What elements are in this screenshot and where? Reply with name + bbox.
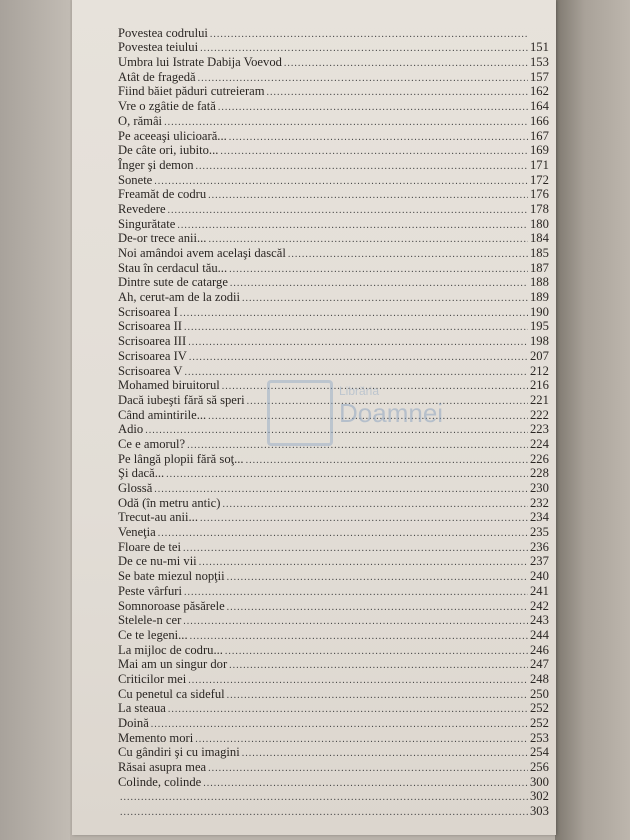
toc-leader-dots [184,588,528,598]
background-left [0,0,70,840]
toc-entry [118,289,556,304]
toc-entry-title: Mai am un singur dor [118,657,228,672]
toc-entry [118,774,556,789]
toc-entry-title: La steaua [118,701,166,716]
toc-leader-dots [184,368,528,378]
toc-entry [118,657,556,672]
toc-entry-title: Când amintirile... [118,407,207,422]
toc-entry [118,715,556,730]
toc-leader-dots [288,250,528,260]
toc-entry-title: Revedere [118,201,166,216]
toc-entry-page: 187 [530,260,549,275]
toc-entry [118,803,556,818]
toc-entry-title: Scrisoarea IV [118,348,187,363]
toc-entry [118,143,556,158]
toc-leader-dots [166,470,528,480]
toc-entry-page: 176 [530,187,549,202]
toc-entry [118,304,556,319]
toc-entry-page: 162 [530,84,549,99]
toc-entry-page: 300 [530,774,549,789]
toc-entry [118,187,556,202]
toc-entry-title: Ah, cerut-am de la zodii [118,290,241,305]
toc-leader-dots [180,309,528,319]
toc-leader-dots [200,44,528,54]
toc-entry [118,613,556,628]
toc-entry-page: 237 [530,554,549,569]
toc-leader-dots [203,779,528,789]
toc-entry [118,627,556,642]
toc-entry-title: Peste vârfuri [118,583,182,598]
toc-entry-title: Dacă iubeşti fără să speri [118,392,245,407]
toc-entry-title: Ce e amorul? [118,436,186,451]
toc-leader-dots [284,59,528,69]
toc-leader-dots [200,514,528,524]
toc-entry [118,701,556,716]
toc-leader-dots [210,30,528,40]
toc-entry-page: 185 [530,246,549,260]
toc-leader-dots [225,647,528,657]
toc-entry-title: Mohamed biruitorul [118,378,220,393]
toc-entry-title: Scrisoarea III [118,334,187,349]
toc-entry-page: 248 [530,671,549,686]
toc-entry [118,539,556,554]
toc-entry-title: Povestea codrului [118,25,208,40]
toc-entry [118,98,556,113]
toc-entry-page: 178 [530,201,549,216]
toc-entry-page: 235 [530,525,549,540]
toc-entry [118,172,556,187]
toc-entry-title: Vre o zgâtie de fată [118,99,216,114]
toc-entry-title: Dintre sute de catarge [118,275,228,290]
toc-leader-dots [168,206,528,216]
toc-entry [118,495,556,510]
toc-leader-dots [227,603,528,613]
toc-entry-title: Colinde, colinde [118,774,202,789]
toc-entry-page: 151 [530,40,549,55]
toc-leader-dots [199,558,528,568]
toc-entry-title: Pe lângă plopii fără soţ... [118,451,244,466]
toc-entry-title: Se bate miezul nopţii [118,569,225,584]
toc-entry [118,54,556,69]
toc-leader-dots [195,735,528,745]
toc-entry-title: Freamăt de codru [118,187,207,202]
toc-leader-dots [208,764,528,774]
toc-entry-title: Cu penetul ca sideful [118,686,225,701]
watermark [267,378,467,448]
toc-entry-page: 157 [530,69,549,84]
toc-entry-title: Povestea teiului [118,40,199,55]
toc-leader-dots [168,705,528,715]
toc-entry [118,745,556,760]
toc-leader-dots [158,529,528,539]
toc-leader-dots [222,500,528,510]
toc-entry-page: 198 [530,334,549,349]
toc-entry-page: 232 [530,495,549,510]
toc-entry-title: Atât de fragedă [118,69,196,84]
toc-entry-title: De câte ori, iubito... [118,143,219,158]
toc-entry-page: 228 [530,466,549,481]
toc-entry-page: 242 [530,598,549,613]
toc-entry-page: 190 [530,304,549,319]
toc-entry-page: 256 [530,760,549,775]
toc-entry-title: Stau în cerdacul tău... [118,260,228,275]
toc-leader-dots [229,133,528,143]
toc-leader-dots [229,661,528,671]
toc-entry [118,319,556,334]
toc-entry [118,113,556,128]
toc-entry-title: Cu gândiri şi cu imagini [118,745,240,760]
toc-entry-page: 230 [530,481,549,495]
toc-entry-title: Memento mori [118,730,194,745]
toc-entry-page: 252 [530,701,549,716]
toc-leader-dots [220,147,528,157]
toc-leader-dots [198,74,528,84]
toc-entry-title: De-or trece anii... [118,231,207,246]
watermark-line1: Librăria [339,384,380,398]
toc-leader-dots [184,323,528,333]
toc-entry-title: Veneţia [118,525,156,540]
toc-entry-page: 247 [530,657,549,672]
toc-entry [118,671,556,686]
toc-entry [118,568,556,583]
toc-entry [118,598,556,613]
toc-entry [118,128,556,143]
toc-entry-title: La mijloc de codru... [118,642,223,657]
toc-entry-page: 195 [530,319,549,334]
toc-entry-page: 167 [530,128,549,143]
toc-leader-dots [120,808,528,818]
toc-entry-title: Înger şi demon [118,157,194,172]
toc-entry-title: Umbra lui Istrate Dabija Voevod [118,55,282,70]
toc-leader-dots [267,88,528,98]
toc-leader-dots [227,691,528,701]
toc-entry [118,40,556,55]
toc-entry-title: Trecut-au anii... [118,510,198,525]
toc-entry-page: 164 [530,99,549,114]
toc-entry-page: 240 [530,569,549,584]
toc-entry [118,84,556,99]
toc-entry-title: Noi amândoi avem acelaşi dascăl [118,246,286,260]
toc-entry-page: 234 [530,510,549,525]
toc-entry-page: 246 [530,642,549,657]
toc-entry-title: Scrisoarea II [118,319,182,334]
toc-leader-dots [188,676,528,686]
toc-entry-title: Stelele-n cer [118,613,182,628]
toc-entry-title: Ce te legeni... [118,627,188,642]
toc-entry [118,451,556,466]
toc-entry-page: 189 [530,290,549,305]
watermark-logo-icon [267,380,333,446]
toc-leader-dots [242,749,528,759]
toc-entry [118,480,556,495]
toc-entry [118,583,556,598]
toc-entry [118,686,556,701]
toc-entry [118,759,556,774]
toc-entry-page: 212 [530,363,549,378]
toc-entry [118,275,556,290]
toc-leader-dots [183,544,528,554]
toc-leader-dots [189,353,528,363]
toc-entry-title: Floare de tei [118,539,181,554]
toc-entry [118,69,556,84]
toc-entry-page: 222 [530,407,549,422]
toc-leader-dots [151,720,528,730]
toc-entry-page: 171 [530,157,549,172]
toc-entry-title: Doină [118,716,149,730]
toc-entry [118,201,556,216]
toc-entry-page: 252 [530,716,549,730]
toc-entry-page: 207 [530,348,549,363]
toc-entry [118,25,556,40]
toc-entry-page: 172 [530,172,549,187]
toc-entry [118,554,556,569]
toc-entry [118,245,556,260]
toc-entry-page: 188 [530,275,549,290]
toc-entry [118,363,556,378]
toc-entry-page: 253 [530,730,549,745]
toc-entry-page: 224 [530,436,549,451]
toc-entry-title: Odă (în metru antic) [118,495,221,510]
book-page [72,0,556,835]
toc-entry-page: 254 [530,745,549,760]
toc-entry-page: 236 [530,539,549,554]
background-right [555,0,630,840]
toc-entry-page: 226 [530,451,549,466]
toc-leader-dots [227,573,528,583]
toc-leader-dots [120,793,528,803]
toc-leader-dots [154,177,528,187]
toc-entry [118,348,556,363]
toc-entry [118,730,556,745]
toc-entry-page: 241 [530,583,549,598]
toc-entry-title: Scrisoarea V [118,363,183,378]
toc-entry-page: 180 [530,216,549,231]
toc-leader-dots [154,485,528,495]
toc-leader-dots [177,221,528,231]
toc-entry-page: 250 [530,686,549,701]
toc-entry [118,216,556,231]
toc-entry-title: Răsai asupra mea [118,760,207,775]
toc-entry [118,524,556,539]
toc-entry-title: De ce nu-mi vii [118,554,197,569]
toc-entry-page: 223 [530,422,549,437]
toc-leader-dots [164,118,528,128]
toc-leader-dots [230,279,528,289]
toc-entry-title: Pe aceeaşi ulicioară... [118,128,227,143]
toc-entry-page: 243 [530,613,549,628]
toc-leader-dots [188,338,528,348]
toc-entry-page: 216 [530,378,549,393]
toc-entry-title: Scrisoarea I [118,304,178,319]
toc-entry-page: 244 [530,627,549,642]
toc-entry [118,510,556,525]
toc-entry-title: Criticilor mei [118,671,187,686]
toc-entry [118,642,556,657]
toc-entry-page: 302 [530,789,549,804]
toc-leader-dots [218,103,528,113]
toc-entry-title: Somnoroase păsărele [118,598,225,613]
toc-entry-title: Singurătate [118,216,176,231]
watermark-line2: Doamnei [339,398,444,428]
toc-entry-title: Şi dacă... [118,466,165,481]
toc-entry-page: 169 [530,143,549,158]
toc-entry-page: 184 [530,231,549,246]
toc-entry-page: 153 [530,55,549,70]
toc-entry [118,466,556,481]
toc-entry-page: 221 [530,392,549,407]
toc-leader-dots [196,162,528,172]
toc-entry-title: Sonete [118,172,153,187]
toc-entry [118,333,556,348]
toc-leader-dots [229,265,528,275]
toc-entry-page: 303 [530,804,549,819]
toc-entry [118,157,556,172]
toc-entry-title: Fiind băiet păduri cutreieram [118,84,265,99]
toc-leader-dots [190,632,528,642]
toc-entry [118,789,556,804]
toc-leader-dots [246,456,528,466]
toc-leader-dots [208,235,528,245]
toc-entry-title: O, rămâi [118,113,163,128]
toc-entry [118,260,556,275]
toc-leader-dots [242,294,528,304]
toc-entry-title: Glossă [118,481,153,495]
toc-leader-dots [208,191,528,201]
toc-entry [118,231,556,246]
toc-entry-title: Adio [118,422,144,437]
toc-entry-page: 166 [530,113,549,128]
toc-leader-dots [183,617,528,627]
